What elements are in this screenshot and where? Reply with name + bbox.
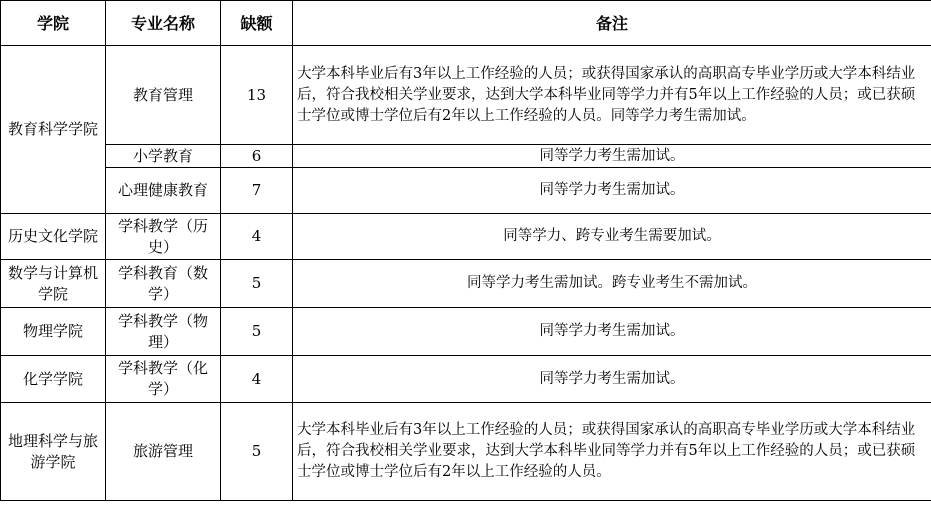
vacancy-cell: 5 bbox=[221, 308, 293, 356]
note-cell: 大学本科毕业后有3年以上工作经验的人员；或获得国家承认的高职高专毕业学历或大学本科结业后，符合我校相关学业要求，达到大学本科毕业同等学力并有5年以上工作经验的人员；或已获硕士学位或博士学位后有2年以上工作经验的人员。 bbox=[293, 403, 931, 501]
table-row bbox=[1, 356, 931, 403]
major-cell: 学科教学（历史） bbox=[106, 214, 221, 260]
note-cell: 同等学力考生需加试。 bbox=[293, 356, 931, 403]
major-cell: 小学教育 bbox=[106, 145, 221, 168]
table-row bbox=[1, 168, 931, 214]
note-cell: 同等学力考生需加试。 bbox=[293, 145, 931, 168]
table-row bbox=[1, 214, 931, 260]
note-cell: 同等学力、跨专业考生需要加试。 bbox=[293, 214, 931, 260]
major-cell: 学科教学（化学） bbox=[106, 356, 221, 403]
major-cell: 教育管理 bbox=[106, 46, 221, 145]
table-row bbox=[1, 260, 931, 308]
note-cell: 大学本科毕业后有3年以上工作经验的人员；或获得国家承认的高职高专毕业学历或大学本科结业后，符合我校相关学业要求，达到大学本科毕业同等学力并有5年以上工作经验的人员；或已获硕士学位或博士学位后有2年以上工作经验的人员。同等学力考生需加试。 bbox=[293, 46, 931, 145]
note-cell: 同等学力考生需加试。跨专业考生不需加试。 bbox=[293, 260, 931, 308]
table-row bbox=[1, 403, 931, 501]
vacancy-cell: 13 bbox=[221, 46, 293, 145]
note-cell: 同等学力考生需加试。 bbox=[293, 168, 931, 214]
header-note: 备注 bbox=[293, 1, 931, 46]
major-cell: 学科教育（数学） bbox=[106, 260, 221, 308]
vacancy-cell: 5 bbox=[221, 260, 293, 308]
college-cell: 教育科学学院 bbox=[1, 46, 106, 214]
note-cell: 同等学力考生需加试。 bbox=[293, 308, 931, 356]
header-college: 学院 bbox=[1, 1, 106, 46]
table-row bbox=[1, 145, 931, 168]
major-cell: 旅游管理 bbox=[106, 403, 221, 501]
college-cell: 化学学院 bbox=[1, 356, 106, 403]
table-row bbox=[1, 46, 931, 145]
major-cell: 心理健康教育 bbox=[106, 168, 221, 214]
college-cell: 物理学院 bbox=[1, 308, 106, 356]
header-row bbox=[1, 1, 931, 46]
vacancy-cell: 4 bbox=[221, 214, 293, 260]
header-vacancy: 缺额 bbox=[221, 1, 293, 46]
table-row bbox=[1, 308, 931, 356]
vacancy-cell: 6 bbox=[221, 145, 293, 168]
major-cell: 学科教学（物理） bbox=[106, 308, 221, 356]
header-major: 专业名称 bbox=[106, 1, 221, 46]
vacancy-cell: 7 bbox=[221, 168, 293, 214]
college-cell: 地理科学与旅游学院 bbox=[1, 403, 106, 501]
vacancy-cell: 4 bbox=[221, 356, 293, 403]
college-cell: 数学与计算机学院 bbox=[1, 260, 106, 308]
college-cell: 历史文化学院 bbox=[1, 214, 106, 260]
vacancy-cell: 5 bbox=[221, 403, 293, 501]
